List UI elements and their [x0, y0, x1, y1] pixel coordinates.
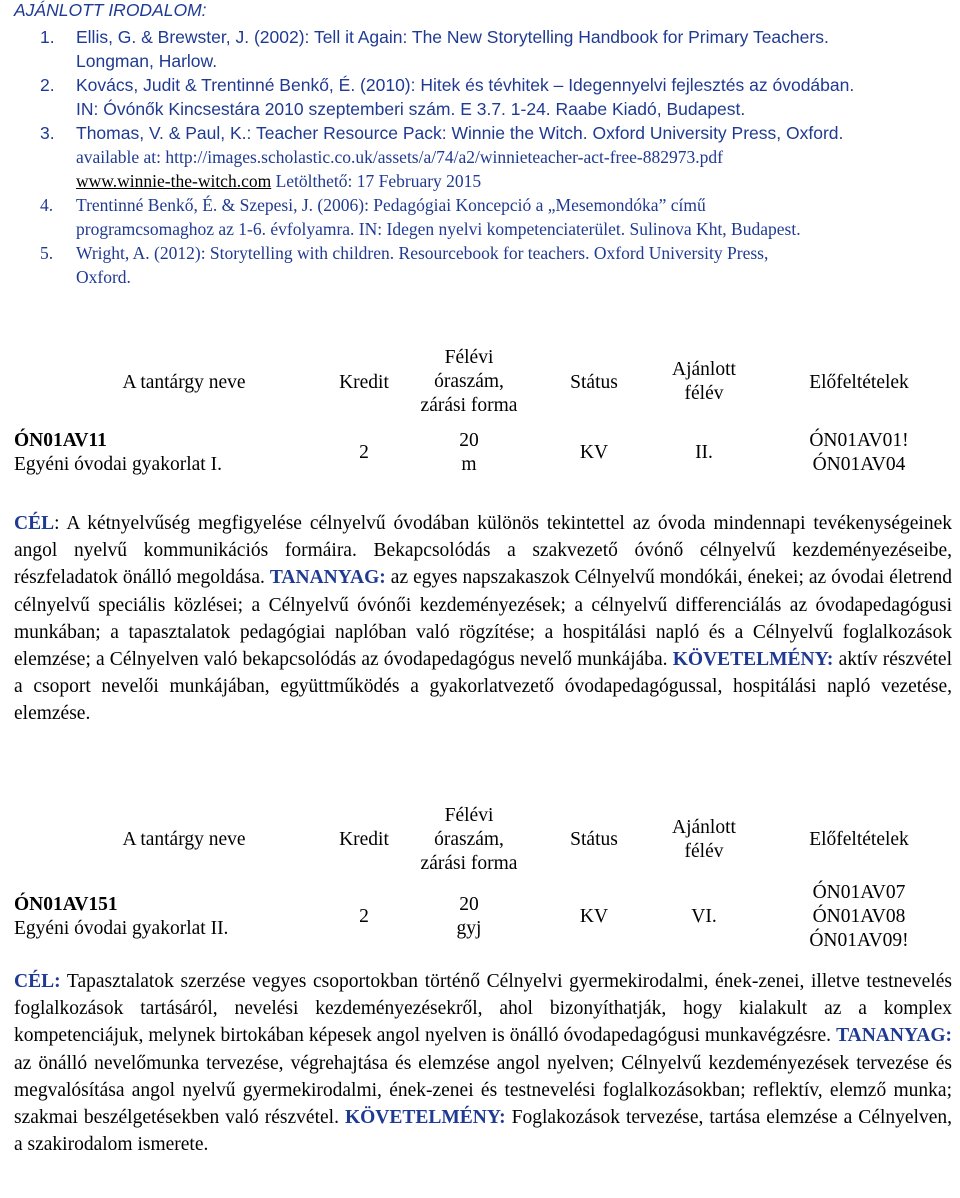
header-kredit: Kredit — [339, 372, 389, 393]
course2-status: KV — [579, 906, 609, 927]
course2-semester: VI. — [691, 906, 717, 927]
header-subject-name: A tantárgy neve — [122, 372, 246, 393]
header-semester: Ajánlott félév — [672, 359, 736, 404]
header-prereq: Előfeltételek — [809, 372, 909, 393]
course2-description: CÉL: Tapasztalatok szerzése vegyes csoportokban történő Célnyelvi gyermekirodalmi, ének-zenei, illetve testnevelés foglalkozások tartásáról, nevelési kezdeményezésekről, ahol bizonyíthatják, hogy kialakult az a komplex kompetenciájuk, melynek birtokában képesek angol nyelven is önálló óvodapedagógusi munkavégzésre. TANANYAG: az önálló nevelőmunka tervezése, végrehajtása és elemzése angol nyelven; Célnyelvű kezdeményezések tervezése és megvalósítása angol nyelvű gyermekirodalmi, ének-zenei és testnevelési foglalkozásokban; reflektív, elemző munka; szakmai beszélgetésekben való részvétel. KÖVETELMÉNY: Foglakozások tervezése, tartása elemzése a Célnyelven, a szakirodalom ismerete. — [14, 971, 952, 1156]
winnie-link[interactable]: www.winnie-the-witch.com — [76, 171, 272, 191]
course2-kredit: 2 — [359, 906, 369, 927]
course1-kredit: 2 — [359, 442, 369, 463]
course1-hours: 20 m — [459, 430, 479, 475]
course1-description: CÉL: A kétnyelvűség megfigyelése célnyelvű óvodában különös tekintettel az óvoda mindennapi tevékenységeinek angol nyelvű kommunikációs formáira. Bekapcsolódás a szakvezető óvónő célnyelvű kezdeményezéseibe, részfeladatok önálló megoldása. TANANYAG: az egyes napszakaszok Célnyelvű mondókái, énekei; az óvodai életrend célnyelvű speciális közlései; a Célnyelvű óvónői kezdeményezések; a célnyelvű differenciálás az óvodapedagógusi munkában; a tapasztalatok pedagógiai naplóban való rögzítése; a hospitálási napló és a Célnyelvű foglalkozások elemzése; a Célnyelven való bekapcsolódás az óvodapedagógus nevelő munkájába. KÖVETELMÉNY: aktív részvétel a csoport nevelői munkájában, együttműködés a gyakorlatvezető óvodapedagógussal, hospitálási napló vezetése, elemzése. — [14, 513, 953, 725]
course2-name-cell — [14, 893, 314, 941]
header-hours: Félévi óraszám, zárási forma — [420, 347, 518, 416]
header2-hours: Félévi óraszám, zárási forma — [420, 805, 518, 874]
course1-status: KV — [579, 442, 609, 463]
header2-status: Státus — [570, 829, 618, 850]
header2-prereq: Előfeltételek — [809, 829, 909, 850]
course2-code: ÓN01AV151 — [14, 894, 118, 915]
header-status: Státus — [570, 372, 618, 393]
course2-hours: 20 gyj — [456, 894, 482, 939]
course1-name-cell — [14, 429, 314, 477]
course2-prereq: ÓN01AV07 ÓN01AV08 ÓN01AV09! — [809, 882, 909, 951]
references-heading: AJÁNLOTT IRODALOM: — [14, 0, 207, 20]
course1-prereq: ÓN01AV01! ÓN01AV04 — [809, 430, 909, 475]
course2-name: Egyéni óvodai gyakorlat II. — [14, 918, 229, 939]
header2-kredit: Kredit — [339, 829, 389, 850]
course1-semester: II. — [695, 442, 713, 463]
header2-semester: Ajánlott félév — [672, 817, 736, 862]
course1-name: Egyéni óvodai gyakorlat I. — [14, 454, 222, 475]
header2-subject-name: A tantárgy neve — [122, 829, 246, 850]
course1-code: ÓN01AV11 — [14, 430, 107, 451]
